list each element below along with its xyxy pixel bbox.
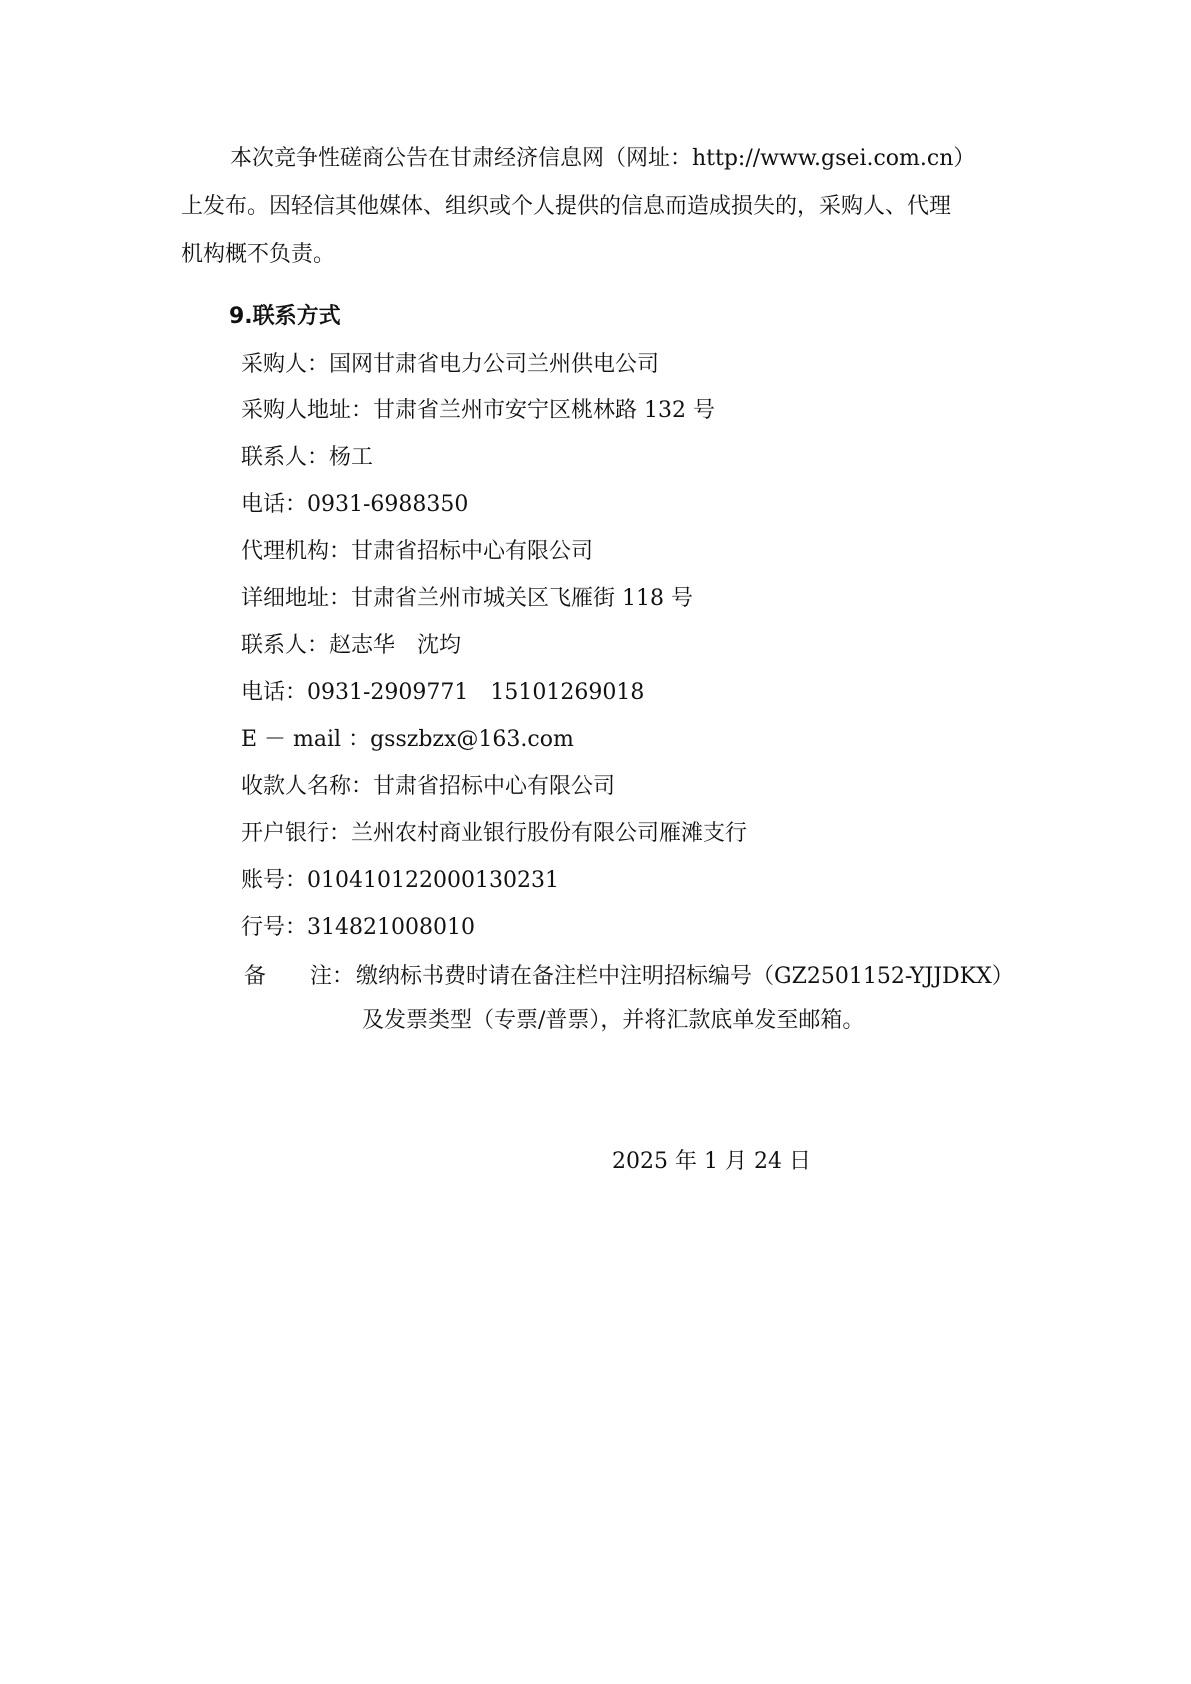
notice-line-3: 机构概不负责。	[181, 242, 336, 267]
note-line-1: 缴纳标书费时请在备注栏中注明招标编号（GZ2501152-YJJDKX）	[356, 964, 1014, 989]
payee-name: 收款人名称：甘肃省招标中心有限公司	[241, 774, 616, 799]
purchaser-contact: 联系人：杨工	[241, 445, 374, 470]
bank-code: 行号：314821008010	[241, 915, 475, 940]
section-heading: 9.联系方式	[229, 304, 341, 329]
notice-line-1: 本次竞争性磋商公告在甘肃经济信息网（网址：http://www.gsei.com.cn）	[230, 146, 976, 171]
agency-phone: 电话：0931-2909771 15101269018	[241, 680, 645, 705]
note-line-2: 及发票类型（专票/普票），并将汇款底单发至邮箱。	[362, 1008, 865, 1033]
agency-email: E － mail ：gsszbzx@163.com	[241, 727, 574, 752]
note-label-suffix: 注：	[310, 964, 355, 989]
document-date: 2025 年 1 月 24 日	[612, 1149, 811, 1174]
purchaser-name: 采购人：国网甘肃省电力公司兰州供电公司	[241, 352, 660, 377]
account-number: 账号：010410122000130231	[241, 868, 559, 893]
note-label	[244, 962, 354, 992]
agency-name: 代理机构：甘肃省招标中心有限公司	[241, 539, 594, 564]
agency-contact: 联系人：赵志华 沈均	[241, 633, 462, 658]
purchaser-address: 采购人地址：甘肃省兰州市安宁区桃林路 132 号	[241, 398, 715, 423]
bank-name: 开户银行：兰州农村商业银行股份有限公司雁滩支行	[241, 821, 748, 846]
agency-address: 详细地址：甘肃省兰州市城关区飞雁街 118 号	[241, 586, 693, 611]
notice-line-2: 上发布。因轻信其他媒体、组织或个人提供的信息而造成损失的，采购人、代理	[181, 194, 952, 219]
note-label-char: 备	[244, 964, 267, 989]
purchaser-phone: 电话：0931-6988350	[241, 492, 469, 517]
